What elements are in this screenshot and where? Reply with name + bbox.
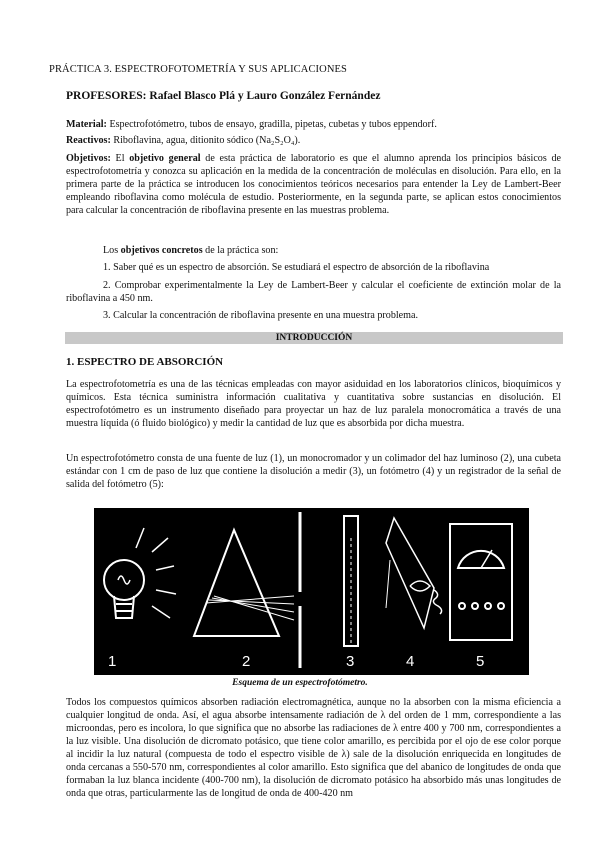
objetivos-text: de esta práctica de laboratorio es que el alumno aprenda los principios básicos de espectrofotometría y conozca su aplicación en la medida de la concentración de moléculas en disolución. Para ello, en la primera parte de la práctica se introducen los conocimientos teóricos necesarios para entender la Ley de Lambert-Beer empleando riboflavina como molécula de estudio. Posteriormente, en la segunda parte, se aplican estos conocimientos para calcular la concentración de riboflavina presente en las muestras problema. — [66, 153, 561, 216]
figure-label: 2 — [242, 653, 251, 670]
material-text: Espectrofotómetro, tubos de ensayo, gradilla, pipetas, cubetas y tubos eppendorf. — [106, 119, 437, 130]
figure-label: 5 — [476, 653, 485, 670]
introduccion-bar: INTRODUCCIÓN — [65, 332, 563, 344]
paragraph-3: Todos los compuestos químicos absorben radiación electromagnética, aunque no la absorben con la misma eficiencia a cualquier longitud de onda. Así, el agua absorbe intensamente radiación de λ del orden de 1 mm, correspondiente a las microondas, pero es incolora, lo que significa que no absorbe las radiaciones de λ entre 400 y 700 nm, correspondientes a la luz visible. Una disolución de dicromato potásico, que tiene color amarillo, es percibida por el ojo de ese color porque al incidir la luz natural (compuesta de todo el espectro visible de λ) sale de la disolución enriquecida en longitudes de onda cercanas a 550-570 nm, correspondientes al color amarillo. Esto significa que del abanico de longitudes de onda que formaban la luz blanca incidente (400-700 nm), la disolución de dicromato potásico ha absorbido más unas longitudes de onda que otras, particularmente las de longitud de onda de 400-420 nm — [66, 697, 561, 799]
practice-title: PRÁCTICA 3. ESPECTROFOTOMETRÍA Y SUS APLICACIONES — [49, 64, 347, 75]
concretos-post: de la práctica son: — [202, 245, 279, 256]
list-item: 2. Comprobar experimentalmente la Ley de Lambert-Beer y calcular el coeficiente de extinción molar de la riboflavina a 450 nm. — [66, 280, 561, 304]
figure-label: 3 — [346, 653, 355, 670]
list-item: 3. Calcular la concentración de riboflavina presente en una muestra problema. — [103, 310, 419, 321]
objetivos-label: Objetivos: — [66, 153, 111, 164]
figure-caption: Esquema de un espectrofotómetro. — [232, 678, 368, 688]
paragraph-2: Un espectrofotómetro consta de una fuente de luz (1), un monocromador y un colimador del haz luminoso (2), una cubeta estándar con 1 cm de paso de luz que contiene la disolución a medir (3), un fotómetro (4) y un registrador de la señal de salida del fotómetro (5): — [66, 453, 561, 490]
spectrophotometer-figure — [94, 508, 529, 675]
spectrophotometer-diagram — [94, 508, 529, 675]
professors-line: PROFESORES: Rafael Blasco Plá y Lauro González Fernández — [66, 90, 381, 102]
concretos-pre: Los — [103, 245, 121, 256]
concretos-bold: objetivos concretos — [120, 245, 203, 256]
material-line — [66, 118, 561, 131]
objetivos-pre: El — [110, 153, 130, 164]
section-heading: 1. ESPECTRO DE ABSORCIÓN — [66, 356, 224, 368]
list-item: 1. Saber qué es un espectro de absorción. Se estudiará el espectro de absorción de la riboflavina — [103, 262, 490, 273]
reactivos-label: Reactivos: — [66, 135, 111, 146]
figure-label: 4 — [406, 653, 415, 670]
reactivos-text: Riboflavina, agua, ditionito sódico (Na₂S₂O₄). — [110, 135, 301, 146]
objetivo-general: objetivo general — [129, 153, 201, 164]
reactivos-line — [66, 134, 561, 147]
material-label: Material: — [66, 119, 107, 130]
objetivos-paragraph — [66, 152, 561, 217]
paragraph-1: La espectrofotometría es una de las técnicas empleadas con mayor asiduidad en los laboratorios clínicos, bioquímicos y químicos. Esta técnica suministra información cualitativa y cuantitativa sobre sustancias en disolución. El espectrofotómetro es un instrumento diseñado para proyectar un haz de luz paralela monocromática a través de una muestra líquida (ó fluido biológico) y medir la cantidad de luz que es absorbida por dicha muestra. — [66, 379, 561, 429]
figure-label: 1 — [108, 653, 117, 670]
concretos-intro — [103, 244, 563, 257]
